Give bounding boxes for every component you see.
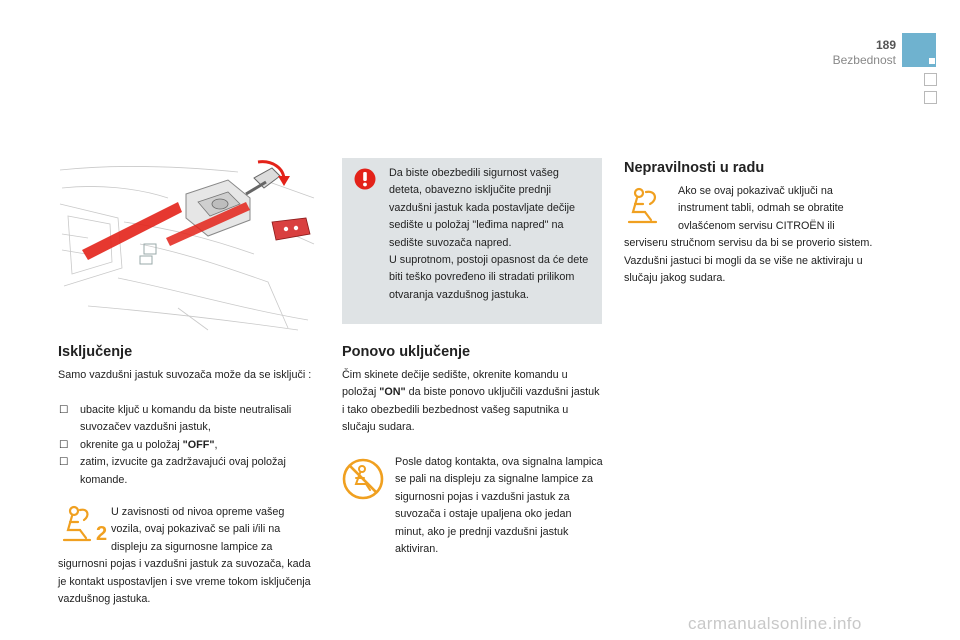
airbag-lamp-icon <box>60 504 110 544</box>
list-item <box>58 454 320 489</box>
indicator-note-rest: sigurnosni pojas i vazdušni jastuk za suvozača, kada je kontakt uspostavljen i sve vreme tokom isključenja vazdušnog jastuka. <box>58 558 311 605</box>
reactivation-value: "ON" <box>379 386 406 399</box>
indicator-note-line2: vozila, ovaj pokazivač se pali i/ili na <box>111 523 281 536</box>
deactivation-intro: Samo vazdušni jastuk suvozača može da se isključi : <box>58 369 312 381</box>
section-title-reactivation: Ponovo uključenje <box>342 344 471 360</box>
airbag-fault-lamp-icon <box>626 186 666 224</box>
lamp-note-text: Posle datog kontakta, ova signalna lampica se pali na displeju za signalne lampice za sigurnosni pojas i vazdušni jastuk za suvozača i ostaje upaljena oko jedan minut, ako je prednji vazdušni jastuk aktiviran. <box>395 456 603 556</box>
indicator-note-line3: displeju za sigurnosne lampice za <box>111 540 273 553</box>
malfunction-note-line3: ovlašćenom servisu CITROËN ili <box>678 219 835 232</box>
page-number: 189 <box>875 38 896 52</box>
warning-paragraph-1: Da biste obezbedili sigurnost vašeg deteta, obavezno isključite prednji vazdušni jastuk kada postavljate dečije sedište u položaj "leđima napred" na sedište suvozača napred. <box>389 167 576 249</box>
indicator-note-line1: U zavisnosti od nivoa opreme vašeg <box>111 506 285 518</box>
warning-icon <box>354 168 376 190</box>
watermark: carmanualsonline.info <box>688 614 862 633</box>
reactivation-text-start: Čim skinete dečije sedište, okrenite komandu u položaj <box>342 369 568 399</box>
step-text: ubacite ključ u komandu da biste neutralisali suvozačev vazdušni jastuk, <box>80 404 292 434</box>
section-title: Bezbednost <box>832 53 896 67</box>
list-item <box>58 402 320 437</box>
chapter-tab-marker <box>929 58 935 64</box>
step-text-end: , <box>214 438 218 451</box>
malfunction-note-line2: instrument tabli, odmah se obratite <box>678 202 844 215</box>
warning-paragraph-2: U suprotnom, postoji opasnost da će dete biti teško povređeno ili stradati prilikom otvaranja vazdušnog jastuka. <box>389 254 589 301</box>
step-text: okrenite ga u položaj <box>80 438 183 451</box>
section-title-deactivation: Isključenje <box>58 344 133 360</box>
step-value: "OFF" <box>182 438 215 451</box>
reactivation-text-end: da biste ponovo uključili vazdušni jastuk i tako obezbedili bezbednost vašeg saputnika u slučaju sudara. <box>342 386 600 434</box>
section-title-malfunction: Nepravilnosti u radu <box>624 160 765 176</box>
warning-text <box>389 165 593 304</box>
chapter-tab-outline-1[interactable] <box>924 73 937 86</box>
warning-box <box>342 158 602 324</box>
step-text: zatim, izvucite ga zadržavajući ovaj položaj komande. <box>80 456 286 486</box>
lamp-badge: 2 <box>96 523 108 544</box>
bullet-icon: ☐ <box>59 456 69 469</box>
bullet-icon: ☐ <box>59 438 69 451</box>
deactivation-steps <box>58 402 320 489</box>
chapter-tab-outline-2[interactable] <box>924 91 937 104</box>
list-item <box>58 437 320 454</box>
reactivation-text <box>342 367 604 437</box>
bullet-icon: ☐ <box>59 404 69 416</box>
airbag-off-lamp-icon <box>340 456 386 502</box>
malfunction-note-rest: serviseru stručnom servisu da bi se proverio sistem. Vazdušni jastuci bi mogli da se više ne aktiviraju u slučaju jakog sudara. <box>624 237 873 284</box>
airbag-switch-illustration <box>58 158 316 332</box>
malfunction-note-line1: Ako se ovaj pokazivač uključi na <box>678 185 833 197</box>
